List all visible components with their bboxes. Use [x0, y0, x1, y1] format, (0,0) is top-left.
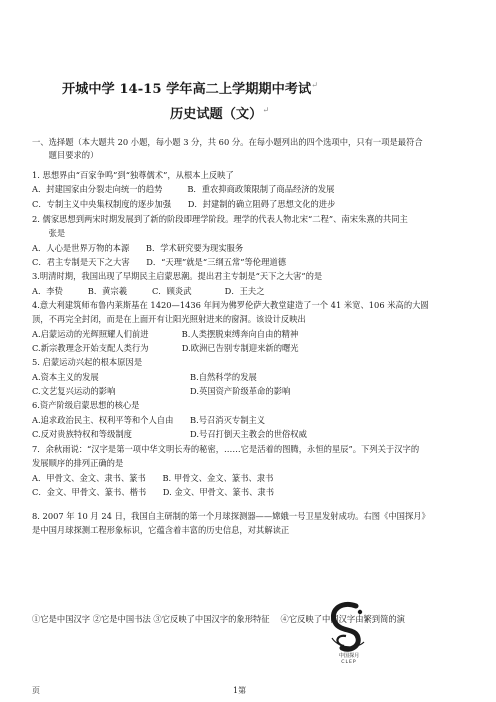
text-line: 8. 2007 年 10 月 24 日，我国自主研制的第一个月球探测器——嫦娥一号卫星发射成功。右图《中国探月》 — [32, 511, 430, 521]
exam-subtitle — [170, 103, 370, 122]
text-line: A．封建国家由分裂走向统一的趋势 B．重农抑商政策限制了商品经济的发展 — [32, 184, 335, 194]
paragraph-mark: ↵ — [262, 105, 270, 115]
text-line: C.反对贵族特权和等级制度 D.号召打倒天主教会的世俗权威 — [32, 429, 307, 439]
text-line: A.追求政治民主、权利平等和个人自由 B.号召消灭专制主义 — [32, 415, 266, 425]
text-line: 是中国月球探测工程形象标识，它蕴含着丰富的历史信息，对其解读正 — [32, 525, 290, 535]
exam-title — [62, 78, 442, 97]
logo-subcaption: CLEP — [341, 660, 357, 665]
exam-subtitle-text: 历史试题（文） — [170, 107, 263, 122]
footer-page-number: 1第 — [233, 686, 247, 695]
text-line: 1. 思想界由“百家争鸣”到“独尊儒术”，从根本上反映了 — [32, 170, 234, 180]
text-line: 4.意大利建筑师布鲁内莱斯基在 1420—1436 年间为佛罗伦萨大教堂建造了一个 41 米宽、106 米高的大圆 — [32, 300, 429, 310]
exam-title-text: 开城中学 14-15 学年高二上学期期中考试 — [62, 82, 312, 97]
text-line: C．专制主义中央集权制度的逐步加强 D．封建制的确立阻碍了思想文化的进步 — [32, 199, 336, 209]
text-line: 5. 启蒙运动兴起的根本原因是 — [32, 357, 143, 367]
footer-page-label: 页 — [32, 686, 40, 695]
text-line: C.文艺复兴运动的影响 D.英国资产阶级革命的影响 — [32, 386, 291, 396]
text-line: 题目要求的） — [32, 150, 99, 160]
text-line: ①它是中国汉字 ②它是中国书法 ③它反映了中国汉字的象形特征 ④它反映了中国汉字由繁到简的演 — [32, 614, 405, 624]
text-line: 顶，不再完全封闭，而是在上面开有让阳光照射进来的窗洞。该设计反映出 — [32, 314, 306, 324]
text-line: 2. 儒家思想到两宋时期发展到了新的阶段即理学阶段。理学的代表人物北宋“二程”、南宋朱熹的共同主 — [32, 214, 408, 224]
text-line: 张是 — [32, 228, 66, 238]
paragraph-mark: ↵ — [311, 80, 318, 90]
logo-caption: 中国探月 — [338, 653, 360, 659]
text-line: 6.资产阶级启蒙思想的核心是 — [32, 400, 140, 410]
text-line: 3.明清时期，我国出现了早期民主启蒙思潮。提出君主专制是“天下之大害”的是 — [32, 271, 323, 281]
text-line: A.资本主义的发展 B.自然科学的发展 — [32, 372, 257, 382]
text-line: C．金文、甲骨文、篆书、楷书 D. 金文、甲骨文、篆书、隶书 — [32, 487, 274, 497]
text-line: C．君主专制是天下之大害 D．“天理”就是“三纲五常”等伦理道德 — [32, 257, 286, 267]
text-line: A．人心是世界万物的本源 B．学术研究要为现实服务 — [32, 243, 244, 253]
text-line: 一、选择题（本大题共 20 小题，每小题 3 分，共 60 分。在每小题列出的四个选项中，只有一项是最符合 — [32, 137, 423, 147]
text-line: A．甲骨文、金文、隶书、篆书 B. 甲骨文、金文、篆书、隶书 — [32, 473, 274, 483]
text-line: 发展顺序的排列正确的是 — [32, 458, 124, 468]
text-line: A．李贽 B．黄宗羲 C．顾炎武 D．王夫之 — [32, 286, 265, 296]
text-line: A.启蒙运动的光辉照耀人们前进 B.人类摆脱束缚奔向自由的精神 — [32, 329, 299, 339]
text-line: C.新宗教理念开始支配人类行为 D.欧洲已告别专制迎来新的曙光 — [32, 343, 299, 353]
text-line: 7．余秋雨说：“汉字是第一项中华文明长寿的秘密，……它是活着的图腾，永恒的星辰”。下列关于汉字的 — [32, 444, 420, 454]
